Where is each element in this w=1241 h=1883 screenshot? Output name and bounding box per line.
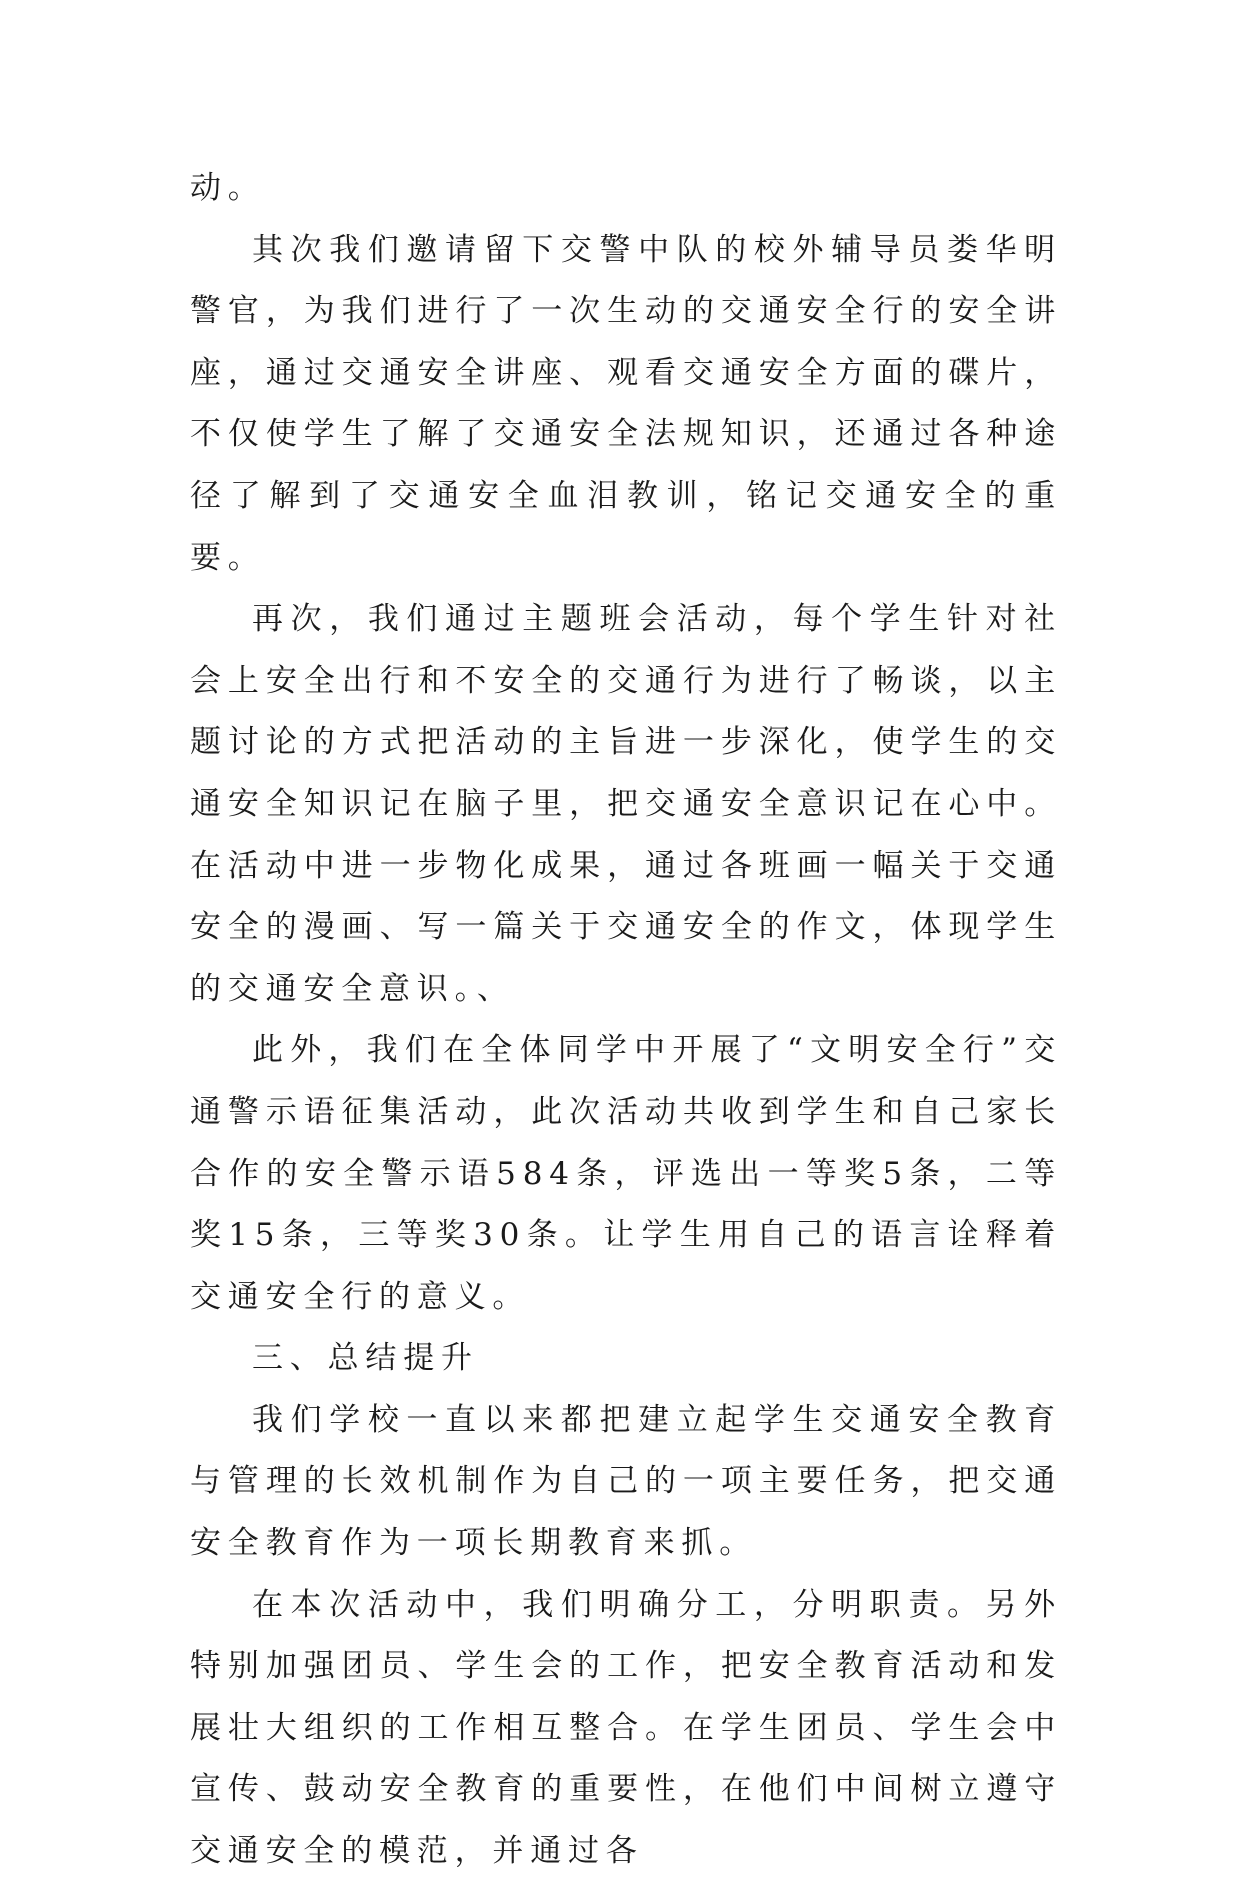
document-body	[190, 158, 1062, 1883]
paragraph-class-meeting: 再次，我们通过主题班会活动，每个学生针对社会上安全出行和不安全的交通行为进行了畅谈，以主题讨论的方式把活动的主旨进一步深化，使学生的交通安全知识记在脑子里，把交通安全意识记在心中。在活动中进一步物化成果，通过各班画一幅关于交通安全的漫画、写一篇关于交通安全的作文，体现学生的交通安全意识。、	[190, 601, 1062, 1007]
paragraph-division-of-labor: 在本次活动中，我们明确分工，分明职责。另外特别加强团员、学生会的工作，把安全教育活动和发展壮大组织的工作相互整合。在学生团员、学生会中宣传、鼓动安全教育的重要性，在他们中间树立遵守交通安全的模范，并通过各	[190, 1586, 1062, 1870]
paragraph-slogan-collection: 此外，我们在全体同学中开展了“文明安全行”交通警示语征集活动，此次活动共收到学生和自己家长合作的安全警示语584条，评选出一等奖5条，二等奖15条，三等奖30条。让学生用自己的语言诠释着交通安全行的意义。	[190, 1032, 1062, 1315]
paragraph-long-term: 我们学校一直以来都把建立起学生交通安全教育与管理的长效机制作为自己的一项主要任务，把交通安全教育作为一项长期教育来抓。	[190, 1401, 1062, 1562]
paragraph-continuation: 动。	[190, 170, 266, 206]
paragraph-lecture: 其次我们邀请留下交警中队的校外辅导员娄华明警官，为我们进行了一次生动的交通安全行的安全讲座，通过交通安全讲座、观看交通安全方面的碟片，不仅使学生了解了交通安全法规知识，还通过各种途径了解到了交通安全血泪教训，铭记交通安全的重要。	[190, 231, 1062, 576]
section-heading: 三、总结提升	[252, 1340, 479, 1377]
